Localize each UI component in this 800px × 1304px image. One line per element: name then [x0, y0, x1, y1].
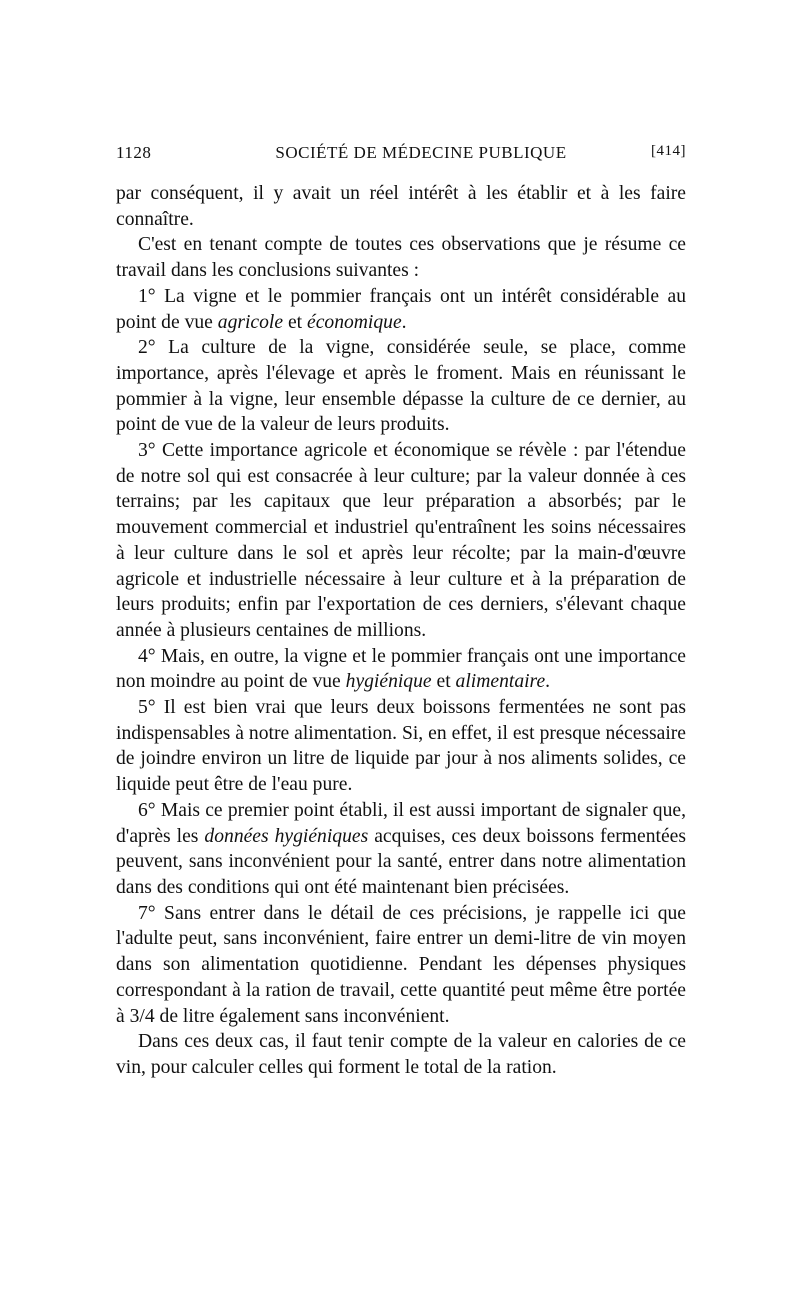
conclusion-3	[116, 438, 686, 644]
paragraph-text: .	[545, 671, 551, 693]
conclusion-4	[116, 644, 686, 695]
paragraph-text: 6° Mais ce premier point établi, il est aussi important de signaler que, d'après les	[116, 799, 686, 847]
italic-term: agricole	[217, 311, 284, 333]
paragraph-text: par conséquent, il y avait un réel intérêt à les établir et à les faire connaître.	[116, 183, 686, 230]
italic-term: données hygiéniques	[204, 825, 369, 847]
italic-term: alimentaire	[455, 671, 546, 693]
paragraph-closing	[116, 1029, 686, 1080]
paragraph-text: 7° Sans entrer dans le détail de ces précisions, je rappelle ici que l'adulte peut, sans inconvénient, faire entrer un demi-litre de vin moyen dans son alimentation quotidienne. Pendant les dépenses physiques correspondant à la ration de travail, cette quantité peut même être portée à 3/4 de litre également sans inconvénient.	[116, 902, 686, 1027]
paragraph-text: .	[401, 311, 407, 333]
paragraph-text: 5° Il est bien vrai que leurs deux boissons fermentées ne sont pas indispensables à notre alimentation. Si, en effet, il est presque nécessaire de joindre environ un litre de liquide par jour à nos aliments solides, ce liquide peut être de l'eau pure.	[116, 697, 686, 796]
paragraph-text: 4° Mais, en outre, la vigne et le pommier français ont une importance non moindre au point de vue	[116, 645, 686, 693]
page-header	[116, 143, 686, 169]
page-number: 1128	[116, 143, 152, 162]
conclusion-7	[116, 901, 686, 1030]
paragraph-text: 1° La vigne et le pommier français ont un intérêt considérable au point de vue	[116, 285, 686, 333]
conclusion-1	[116, 284, 686, 335]
conclusion-6	[116, 798, 686, 901]
paragraph-intro	[116, 232, 686, 283]
body-text	[116, 181, 686, 1081]
italic-term: économique	[307, 311, 402, 333]
paragraph-text: et	[283, 311, 307, 333]
paragraph-text: C'est en tenant compte de toutes ces observations que je résume ce travail dans les conclusions suivantes :	[116, 234, 686, 282]
paragraph-text: et	[431, 671, 456, 693]
bracket-page-number: [414]	[651, 143, 686, 159]
italic-term: hygiénique	[345, 671, 432, 693]
paragraph-text: Dans ces deux cas, il faut tenir compte de la valeur en calories de ce vin, pour calculer celles qui forment le total de la ration.	[116, 1031, 686, 1078]
paragraph-text: 2° La culture de la vigne, considérée seule, se place, comme importance, après l'élevage et après le froment. Mais en réunissant le pommier à la vigne, leur ensemble dépasse la culture de ce dernier, au point de vue de la valeur de leurs produits.	[116, 337, 686, 436]
conclusion-2	[116, 335, 686, 438]
paragraph-continuation	[116, 181, 686, 232]
running-title: SOCIÉTÉ DE MÉDECINE PUBLIQUE	[275, 143, 567, 162]
conclusion-5	[116, 695, 686, 798]
paragraph-text: acquises, ces deux boissons fermentées peuvent, sans inconvénient pour la santé, entrer dans notre alimentation dans des conditions qui ont été maintenant bien précisées.	[116, 825, 687, 898]
paragraph-text: 3° Cette importance agricole et économique se révèle : par l'étendue de notre sol qui est consacrée à leur culture; par la valeur donnée à ces terrains; par les capitaux que leur préparation a absorbés; par le mouvement commercial et industriel qu'entraînent les soins nécessaires à leur culture dans le sol et après leur récolte; par la main-d'œuvre agricole et industrielle nécessaire à leur culture et à la préparation de leurs produits; enfin par l'exportation de ces derniers, s'élevant chaque année à plusieurs centaines de millions.	[116, 440, 686, 641]
